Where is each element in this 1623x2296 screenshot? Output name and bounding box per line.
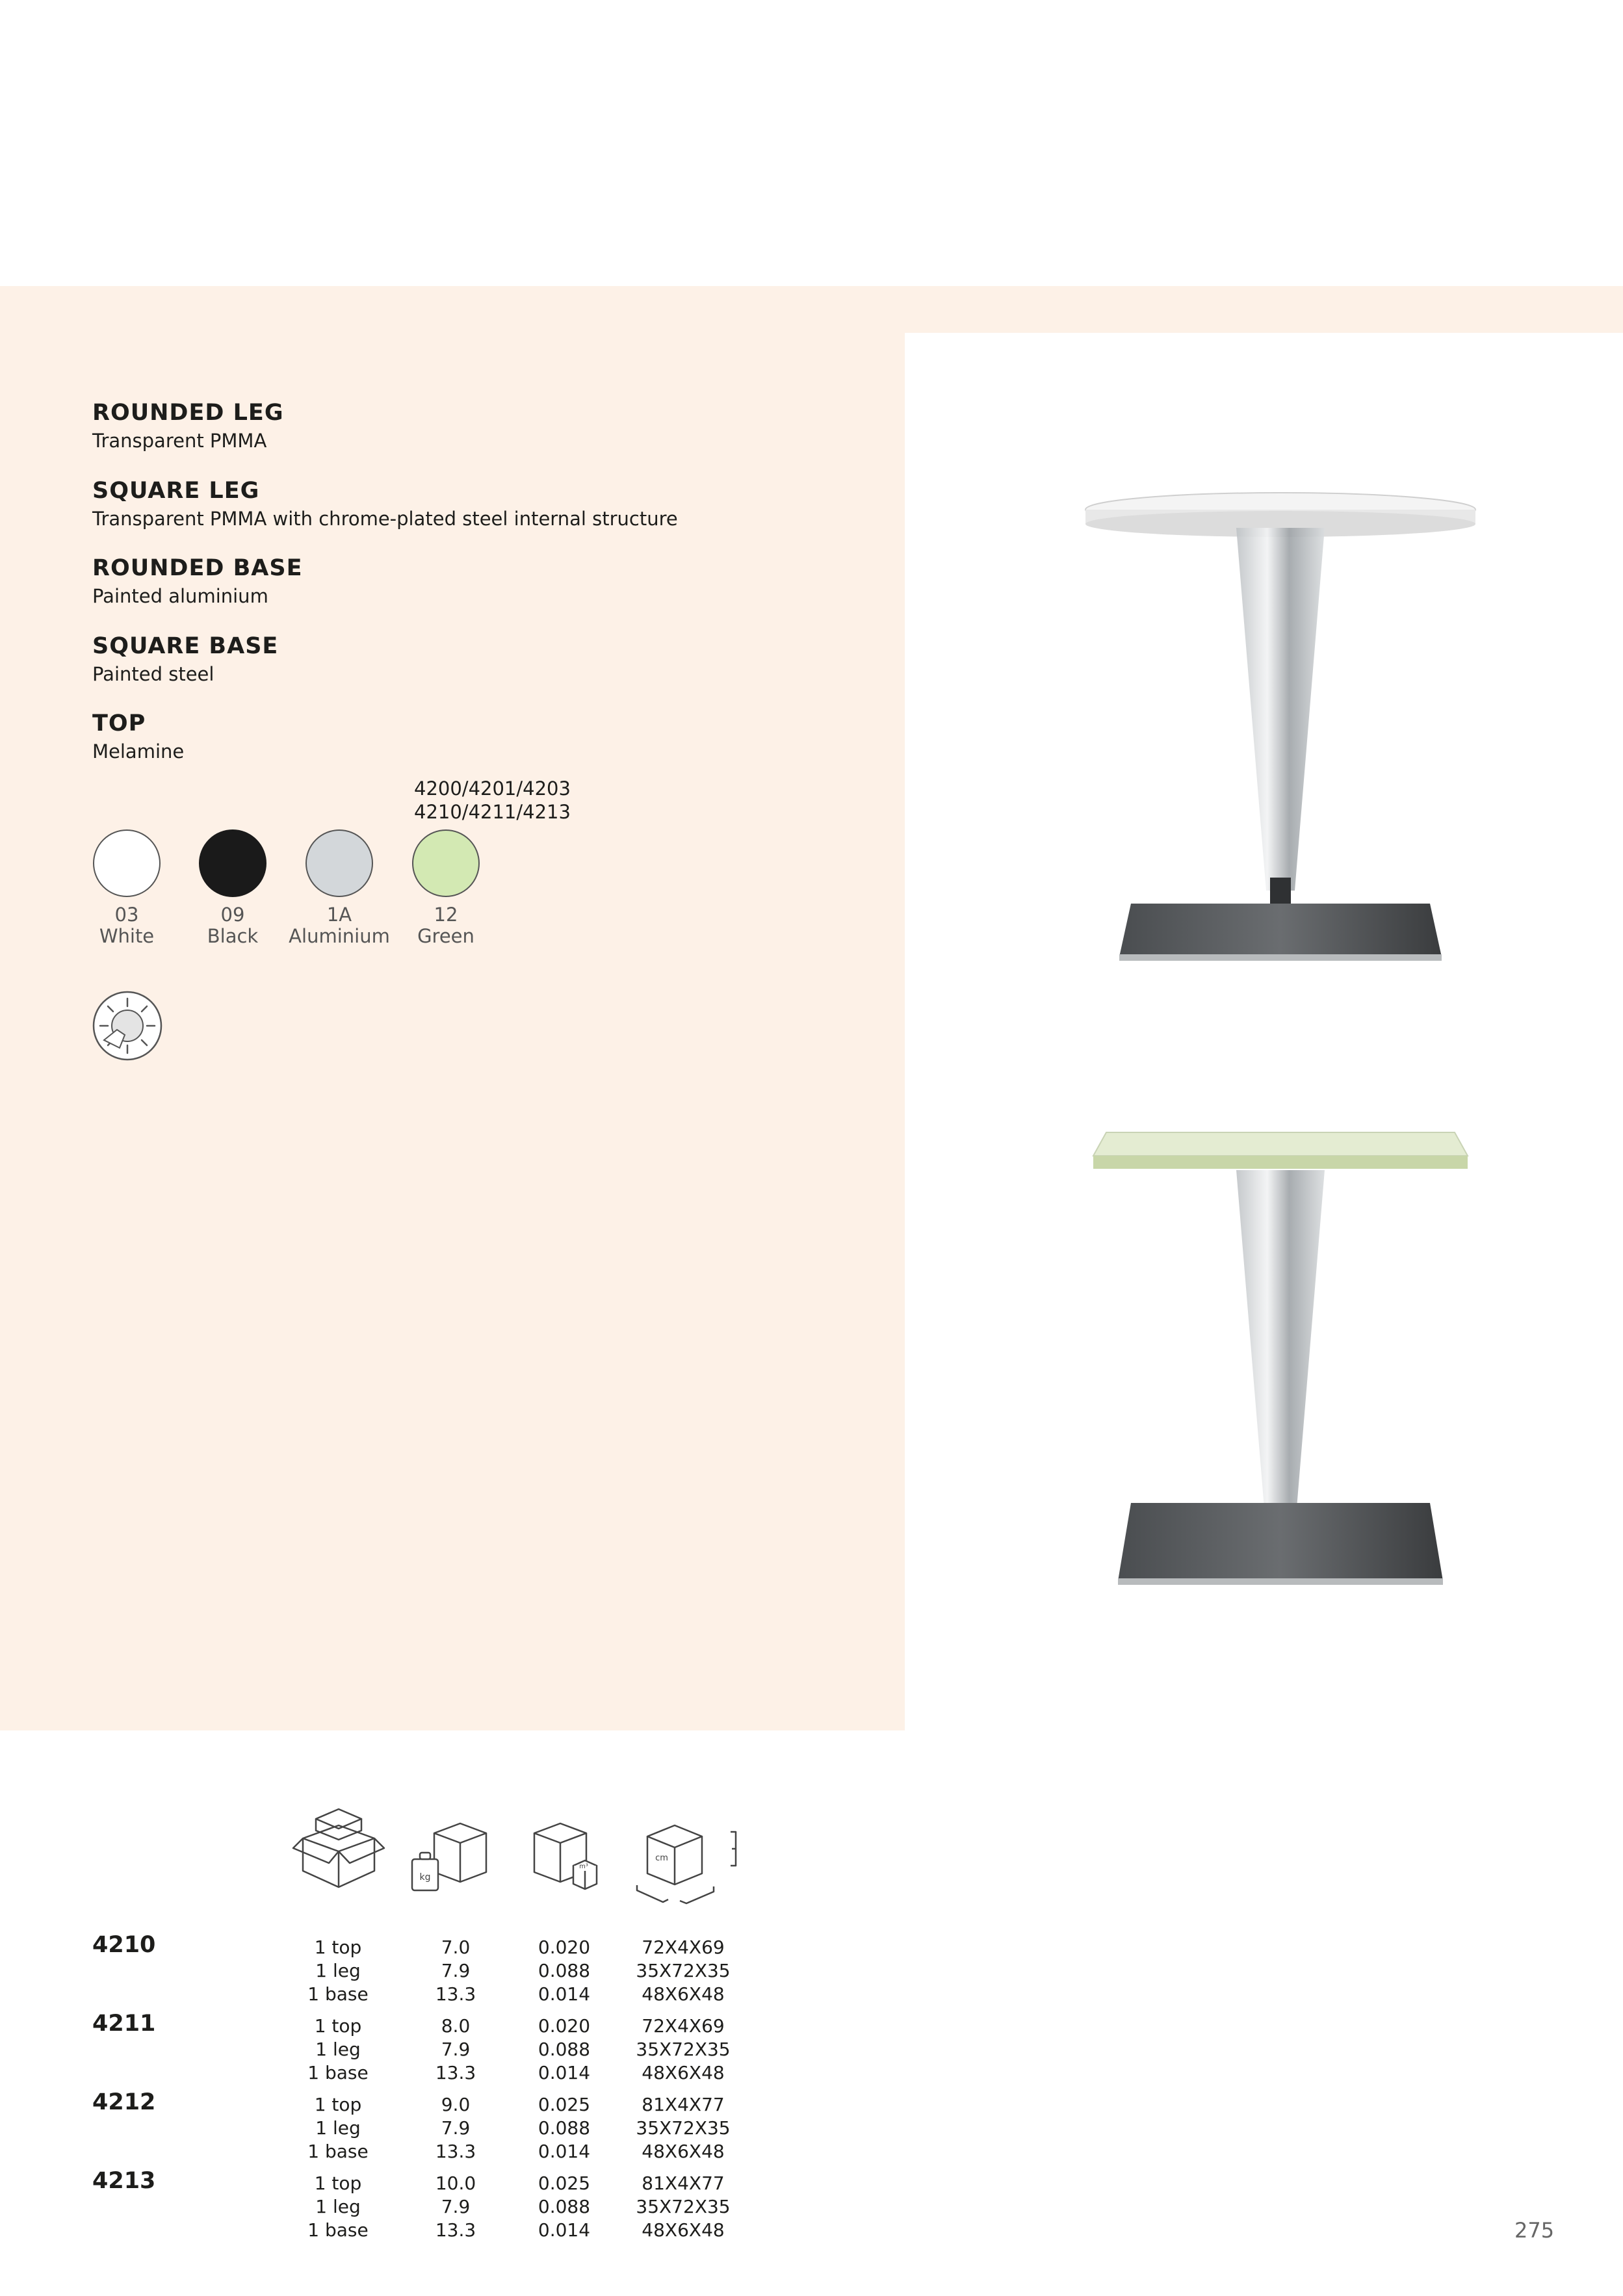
spec-heading: SQUARE BASE — [92, 633, 279, 659]
cell-cm: 48X6X48 — [642, 1983, 725, 2005]
swatch-code: 12 — [434, 904, 458, 926]
spec-square-base — [92, 632, 872, 686]
cell-pkg: 1 leg — [315, 2196, 361, 2217]
cell-kg: 7.9 — [441, 2117, 471, 2139]
cell-pkg: 1 base — [307, 1983, 369, 2005]
swatch-black — [199, 829, 266, 897]
cell-pkg: 1 leg — [315, 2039, 361, 2060]
swatch-code: 1A — [326, 904, 352, 926]
square-top-table-image — [1066, 1131, 1495, 1599]
cell-cm: 35X72X35 — [636, 2039, 731, 2060]
swatch-name: Black — [207, 925, 259, 947]
spec-heading: ROUNDED LEG — [92, 400, 284, 426]
spec-heading: ROUNDED BASE — [92, 555, 303, 581]
spec-rounded-base — [92, 554, 872, 608]
swatch-code: 09 — [220, 904, 245, 926]
cell-pkg: 1 top — [314, 2172, 362, 2194]
swatch-name: Green — [417, 925, 474, 947]
page-number: 275 — [1514, 2218, 1555, 2243]
cell-kg: 7.0 — [441, 1937, 471, 1958]
packages-icon — [290, 1806, 387, 1897]
cell-m3: 0.014 — [538, 2141, 591, 2162]
cell-m3: 0.014 — [538, 2219, 591, 2241]
cell-kg: 9.0 — [441, 2094, 471, 2115]
cell-cm: 35X72X35 — [636, 2196, 731, 2217]
cell-m3: 0.014 — [538, 2062, 591, 2083]
cell-m3: 0.088 — [538, 1960, 591, 1981]
spec-square-leg — [92, 476, 872, 531]
cell-kg: 13.3 — [435, 2219, 476, 2241]
spec-rounded-leg — [92, 398, 872, 453]
cell-kg: 13.3 — [435, 1983, 476, 2005]
cell-m3: 0.020 — [538, 2015, 591, 2037]
finish-codes-line-2: 4210/4211/4213 — [414, 801, 571, 823]
cell-kg: 13.3 — [435, 2141, 476, 2162]
cell-pkg: 1 top — [314, 1937, 362, 1958]
finish-codes-line-1: 4200/4201/4203 — [414, 777, 571, 800]
cell-cm: 35X72X35 — [636, 2117, 731, 2139]
cell-m3: 0.020 — [538, 1937, 591, 1958]
spec-heading: SQUARE LEG — [92, 478, 260, 504]
cell-m3: 0.025 — [538, 2172, 591, 2194]
cell-cm: 72X4X69 — [642, 2015, 725, 2037]
swatch-green — [412, 829, 480, 897]
cell-m3: 0.014 — [538, 1983, 591, 2005]
swatch-name: Aluminium — [289, 925, 390, 947]
volume-m3-icon — [528, 1820, 608, 1898]
spec-text: Painted aluminium — [92, 585, 268, 607]
cell-cm: 81X4X77 — [642, 2094, 725, 2115]
sun-weather-icon — [91, 989, 164, 1062]
cell-kg: 13.3 — [435, 2062, 476, 2083]
round-top-table-image — [1066, 488, 1495, 969]
cell-cm: 48X6X48 — [642, 2062, 725, 2083]
cell-pkg: 1 leg — [315, 1960, 361, 1981]
spec-heading: TOP — [92, 711, 146, 737]
swatch-aluminium — [305, 829, 373, 897]
spec-top — [92, 709, 872, 764]
finish-product-codes — [414, 777, 571, 824]
cell-pkg: 1 top — [314, 2015, 362, 2037]
cell-m3: 0.088 — [538, 2039, 591, 2060]
spec-text: Melamine — [92, 740, 185, 763]
weight-kg-icon — [408, 1820, 489, 1898]
cell-kg: 7.9 — [441, 2196, 471, 2217]
product-code: 4212 — [92, 2089, 156, 2115]
spec-text: Transparent PMMA — [92, 430, 267, 452]
product-code: 4210 — [92, 1932, 156, 1958]
cell-m3: 0.025 — [538, 2094, 591, 2115]
cell-cm: 48X6X48 — [642, 2141, 725, 2162]
cell-kg: 7.9 — [441, 1960, 471, 1981]
dimensions-cm-icon — [634, 1820, 748, 1908]
product-code: 4211 — [92, 2011, 156, 2037]
swatch-name: White — [99, 925, 155, 947]
cell-pkg: 1 base — [307, 2062, 369, 2083]
cell-kg: 7.9 — [441, 2039, 471, 2060]
cell-cm: 48X6X48 — [642, 2219, 725, 2241]
cell-cm: 72X4X69 — [642, 1937, 725, 1958]
cell-pkg: 1 base — [307, 2141, 369, 2162]
cell-pkg: 1 base — [307, 2219, 369, 2241]
cell-cm: 81X4X77 — [642, 2172, 725, 2194]
swatch-white — [93, 829, 161, 897]
kg-unit-label: kg — [419, 1872, 431, 1883]
cell-kg: 8.0 — [441, 2015, 471, 2037]
cell-pkg: 1 top — [314, 2094, 362, 2115]
cm-unit-label: cm — [655, 1853, 668, 1863]
cell-pkg: 1 leg — [315, 2117, 361, 2139]
m3-unit-label: m³ — [579, 1863, 588, 1870]
spec-text: Painted steel — [92, 663, 214, 685]
swatch-label-green — [381, 904, 511, 947]
swatch-code: 03 — [114, 904, 139, 926]
cell-kg: 10.0 — [435, 2172, 476, 2194]
cell-cm: 35X72X35 — [636, 1960, 731, 1981]
cell-m3: 0.088 — [538, 2196, 591, 2217]
cell-m3: 0.088 — [538, 2117, 591, 2139]
spec-text: Transparent PMMA with chrome-plated steel internal structure — [92, 508, 678, 530]
product-code: 4213 — [92, 2168, 156, 2194]
